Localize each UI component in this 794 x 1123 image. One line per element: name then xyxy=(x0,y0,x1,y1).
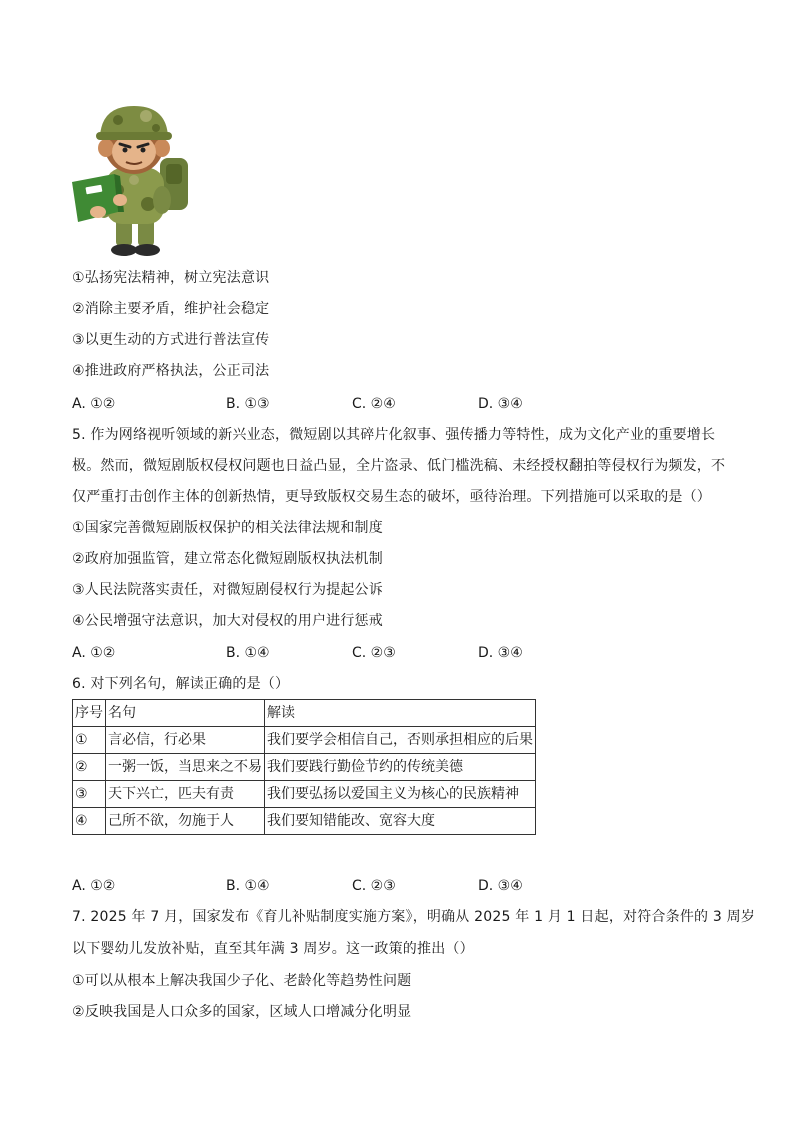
q4-option-b: B. ①③ xyxy=(226,396,270,412)
q5-option-d: D. ③④ xyxy=(478,645,523,661)
table-cell: 天下兴亡，匹夫有责 xyxy=(106,781,265,808)
table-cell: ② xyxy=(73,754,106,781)
q6-option-b: B. ①④ xyxy=(226,878,270,894)
q7-stem-line-1: 7. 2025 年 7 月，国家发布《育儿补贴制度实施方案》，明确从 2025 年 1 月 1 日起，对符合条件的 3 周岁 xyxy=(72,909,756,925)
q4-option-c: C. ②④ xyxy=(352,396,396,412)
table-header-row xyxy=(73,700,536,727)
q4-item-4: ④推进政府严格执法，公正司法 xyxy=(72,363,270,379)
table-cell: 言必信，行必果 xyxy=(106,727,265,754)
q5-item-2: ②政府加强监管，建立常态化微短剧版权执法机制 xyxy=(72,551,383,567)
table-cell: 己所不欲，勿施于人 xyxy=(106,808,265,835)
q6-table xyxy=(72,699,536,835)
soldier-monkey-reading-book-icon xyxy=(68,100,198,260)
q4-option-d: D. ③④ xyxy=(478,396,523,412)
q6-stem: 6. 对下列名句，解读正确的是（） xyxy=(72,676,290,692)
header-cell: 解读 xyxy=(265,700,536,727)
q4-item-3: ③以更生动的方式进行普法宣传 xyxy=(72,332,270,348)
q5-option-c: C. ②③ xyxy=(352,645,396,661)
q6-option-a: A. ①② xyxy=(72,878,116,894)
q4-item-2: ②消除主要矛盾，维护社会稳定 xyxy=(72,301,270,317)
table-cell: 我们要知错能改、宽容大度 xyxy=(265,808,536,835)
q5-item-3: ③人民法院落实责任，对微短剧侵权行为提起公诉 xyxy=(72,582,383,598)
q5-stem-line-3: 仅严重打击创作主体的创新热情，更导致版权交易生态的破坏，亟待治理。下列措施可以采取的是（） xyxy=(72,489,711,505)
q5-option-a: A. ①② xyxy=(72,645,116,661)
q7-item-1: ①可以从根本上解决我国少子化、老龄化等趋势性问题 xyxy=(72,973,412,989)
q5-stem-line-1: 5. 作为网络视听领域的新兴业态，微短剧以其碎片化叙事、强传播力等特性，成为文化产业的重要增长 xyxy=(72,427,716,443)
q4-item-1: ①弘扬宪法精神，树立宪法意识 xyxy=(72,270,270,286)
table-row xyxy=(73,781,536,808)
q5-item-1: ①国家完善微短剧版权保护的相关法律法规和制度 xyxy=(72,520,383,536)
table-cell: 我们要践行勤俭节约的传统美德 xyxy=(265,754,536,781)
q5-stem-line-2: 极。然而，微短剧版权侵权问题也日益凸显，全片盗录、低门槛洗稿、未经授权翻拍等侵权行为频发，不 xyxy=(72,458,726,474)
q6-option-c: C. ②③ xyxy=(352,878,396,894)
header-cell: 名句 xyxy=(106,700,265,727)
table-row xyxy=(73,727,536,754)
table-row xyxy=(73,754,536,781)
table-row xyxy=(73,808,536,835)
table-cell: 我们要学会相信自己，否则承担相应的后果 xyxy=(265,727,536,754)
header-cell: 序号 xyxy=(73,700,106,727)
q6-option-d: D. ③④ xyxy=(478,878,523,894)
table-cell: 一粥一饭，当思来之不易 xyxy=(106,754,265,781)
q5-option-b: B. ①④ xyxy=(226,645,270,661)
q7-item-2: ②反映我国是人口众多的国家，区域人口增减分化明显 xyxy=(72,1004,412,1020)
table-cell: ① xyxy=(73,727,106,754)
table-cell: ③ xyxy=(73,781,106,808)
table-cell: ④ xyxy=(73,808,106,835)
q4-option-a: A. ①② xyxy=(72,396,116,412)
q5-item-4: ④公民增强守法意识，加大对侵权的用户进行惩戒 xyxy=(72,613,383,629)
table-cell: 我们要弘扬以爱国主义为核心的民族精神 xyxy=(265,781,536,808)
q7-stem-line-2: 以下婴幼儿发放补贴，直至其年满 3 周岁。这一政策的推出（） xyxy=(72,941,474,957)
